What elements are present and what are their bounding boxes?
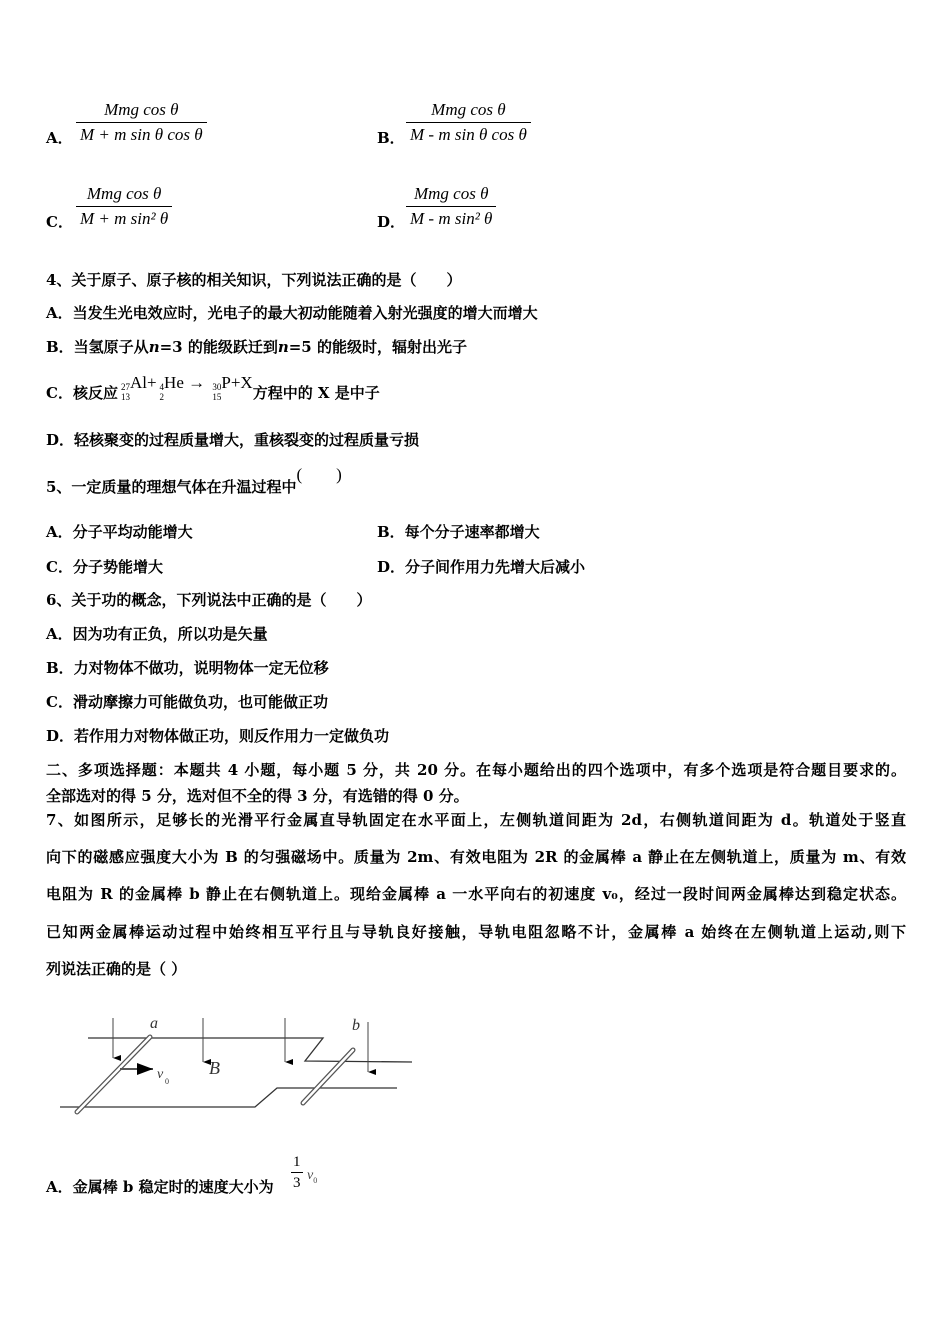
q4-option-b: B．当氢原子从n=3 的能级跃迁到n=5 的能级时，辐射出光子: [46, 338, 467, 356]
q6-option-c: C．滑动摩擦力可能做负功，也可能做正功: [46, 693, 328, 711]
q6-option-b: B．力对物体不做功，说明物体一定无位移: [46, 659, 329, 677]
q6-option-d: D．若作用力对物体做正功，则反作用力一定做负功: [46, 727, 390, 745]
section2-instructions-line2: 全部选对的得 5 分，选对但不全的得 3 分，有选错的得 0 分。: [46, 787, 469, 805]
q5-option-c: C．分子势能增大: [46, 558, 163, 576]
q7-line: 7、如图所示，足够长的光滑平行金属直导轨固定在水平面上，左侧轨道间距为 2d，右侧轨道间距为 d。轨道处于竖直: [46, 811, 906, 829]
label-v: v: [157, 1067, 164, 1082]
q7-option-a: A．金属棒 b 稳定时的速度大小为: [46, 1178, 274, 1196]
v0-symbol: $v_0$: [307, 1168, 318, 1185]
q3-option-a-formula: Mmg cos θ M + m sin θ cos θ: [76, 98, 207, 147]
q6-option-a: A．因为功有正负，所以功是矢量: [46, 625, 268, 643]
q5-option-b: B．每个分子速率都增大: [377, 523, 540, 541]
q3-option-c-formula: Mmg cos θ M + m sin² θ: [76, 182, 172, 231]
q3-option-d-label: D．: [377, 213, 406, 231]
q4-option-d: D．轻核聚变的过程质量增大，重核裂变的过程质量亏损: [46, 431, 420, 449]
q5-option-d: D．分子间作用力先增大后减小: [377, 558, 586, 576]
q7-line: 已知两金属棒运动过程中始终相互平行且与导轨良好接触，导轨电阻忽略不计，金属棒 a 始终在左侧轨道上运动,则下: [46, 923, 906, 941]
q3-option-a-label: A．: [46, 129, 73, 147]
q5-stem: 5、一定质量的理想气体在升温过程中( ): [46, 465, 342, 496]
one-third-fraction: $\frac{1}{3}$: [293, 1154, 301, 1191]
label-B: B: [209, 1058, 220, 1078]
q4-stem: 4、关于原子、原子核的相关知识，下列说法正确的是（ ）: [46, 271, 462, 289]
q7-line: 电阻为 R 的金属棒 b 静止在右侧轨道上。现给金属棒 a 一水平向右的初速度 v₀，经过一段时间两金属棒达到稳定状态。: [46, 885, 906, 903]
q7-line: 向下的磁感应强度大小为 B 的匀强磁场中。质量为 2m、有效电阻为 2R 的金属棒 a 静止在左侧轨道上，质量为 m、有效: [46, 848, 906, 866]
section2-instructions-line1: 二、多项选择题：本题共 4 小题，每小题 5 分，共 20 分。在每小题给出的四个选项中，有多个选项是符合题目要求的。: [46, 761, 906, 779]
q6-stem: 6、关于功的概念，下列说法中正确的是（ ）: [46, 591, 372, 609]
label-v-sub: 0: [165, 1077, 169, 1086]
q5-option-a: A．分子平均动能增大: [46, 523, 193, 541]
label-b: b: [352, 1017, 360, 1034]
q3-option-b-formula: Mmg cos θ M - m sin θ cos θ: [406, 98, 531, 147]
q3-option-c-label: C．: [46, 213, 73, 231]
q3-option-d-formula: Mmg cos θ M - m sin² θ: [406, 182, 496, 231]
q4-option-a: A．当发生光电效应时，光电子的最大初动能随着入射光强度的增大而增大: [46, 304, 538, 322]
nuclear-equation: 27 13 Al+ 4 2 He → 30 15 P+X: [120, 373, 253, 402]
bottom-rail: [60, 1088, 397, 1107]
q4-option-c: C．核反应 27 13 Al+ 4 2 He → 30 15 P+X方程中的 X 是中子: [46, 373, 380, 402]
q7-line: 列说法正确的是（ ）: [46, 960, 187, 978]
label-a: a: [150, 1015, 158, 1032]
q3-option-b-label: B．: [377, 129, 405, 147]
